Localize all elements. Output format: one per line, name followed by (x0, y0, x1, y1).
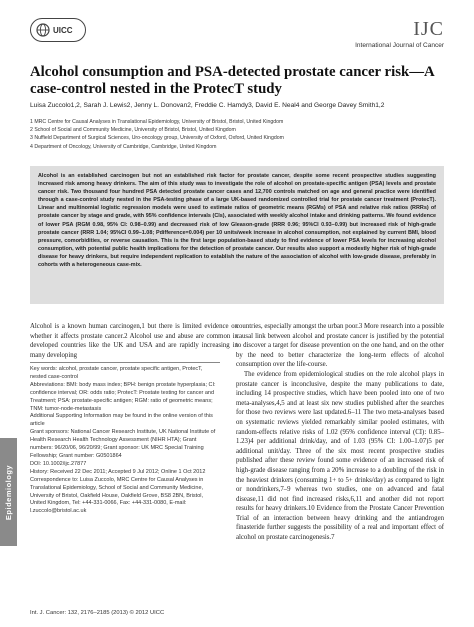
globe-icon (36, 23, 50, 37)
footnotes (30, 362, 220, 516)
journal-name: International Journal of Cancer (355, 42, 444, 49)
section-tab-label: Epidemiology (4, 464, 14, 520)
uicc-logo (30, 18, 86, 42)
affiliation: 1 MRC Centre for Causal Analyses in Translational Epidemiology, University of Bristol, Bristol, United Kingdom (30, 119, 284, 125)
history: History: Received 22 Dec 2011; Accepted 9 Jul 2012; Online 1 Oct 2012 (30, 468, 206, 475)
journal-abbreviation: IJC (413, 18, 444, 40)
affiliation: 2 School of Social and Community Medicine, University of Bristol, Bristol, United Kingdom (30, 127, 236, 134)
logo-text: UICC (53, 25, 73, 35)
section-tab-label-wrap (0, 438, 17, 546)
intro-paragraph: Alcohol is a known human carcinogen,1 but there is limited evidence on whether it affects prostate cancer.2 Alcohol use and abuse are common in developed countries like the UK and USA and are rapidly increasing in many developing (30, 323, 238, 359)
key-words: Key words: alcohol, prostate cancer, prostate specific antigen, ProtecT, nested case-control (30, 366, 203, 380)
right-column (236, 322, 444, 543)
article-title: Alcohol consumption and PSA-detected prostate cancer risk—A case-control nested in the ProtecT study (30, 64, 434, 97)
abbreviations: Abbreviations: BMI: body mass index; BPH: benign prostate hyperplasia; CI: confidence interval; OR: odds ratio; ProtecT: Prostate testing for cancer and Treatment; PSA: prostate-specific antigen; RGM: ratio of geometric means; TNM: tumor-node-metastasis (30, 381, 216, 412)
body-paragraph: countries, especially amongst the urban poor.3 More research into a possible causal link between alcohol and prostate cancer is justified by the potential to discover a target for disease prevention on the one hand, and on the other by the need to better characterize the long-term effects of alcohol consumption over the life-course. (236, 323, 445, 369)
author-list: Luisa Zuccolo1,2, Sarah J. Lewis2, Jenny L. Donovan2, Freddie C. Hamdy3, David E. Neal4 and George Davey Smith1,2 (30, 102, 385, 109)
additional-info: Additional Supporting Information may be found in the online version of this article (30, 413, 213, 428)
abstract-text: Alcohol is an established carcinogen but not an established risk factor for prostate cancer, despite some recent prospective studies suggesting increased risk among heavy drinkers. The aim of this study was to investigate the role of alcohol on prostate-specific antigen (PSA) levels and prostate cancer risk. Two thousand four hundred PSA detected prostate cancer cases and 12,700 controls matched on age and general practice were identified through a case-control study nested in the PSA-testing phase of a large UK-based randomized controlled trial for prostate cancer treatment (ProtecT). Linear and multinomial logistic regression models were used to estimate ratios of geometric means (RGMs) of PSA and relative risk ratios (RRRs) of prostate cancer by stage and grade, with 95% confidence intervals (CIs), associated with weekly alcohol intake and drinking patterns. We found evidence of lower PSA (RGM 0.98, 95% CI: 0.98–0.99) and decreased risk of low Gleason-grade (RRR 0.96; 95%CI 0.93–0.99) but increased risk of high-grade prostate cancer (RRR 1.04; 95%CI 0.99–1.08; Pdifference=0.004) per 10 units/week increase in alcohol consumption, not explained by current BMI, blood pressure, comorbidities, or reverse causation. This is the first large population-based study to find evidence of lower PSA levels for increasing alcohol consumption, with potential public health implications for the detection of prostate cancer. Our results also support a modestly higher risk of high-grade disease for heavy drinkers, but require independent replication to establish the nature of the association of alcohol with low-grade disease, preferably in cohorts with a heterogeneous case-mix. (38, 173, 436, 269)
affiliation: 3 Nuffield Department of Surgical Sciences, Uro-oncology group, University of Oxford, Oxford, United Kingdom (30, 135, 284, 142)
abstract-box (30, 166, 444, 304)
affiliations (30, 118, 460, 151)
correspondence: Correspondence to: Luisa Zuccolo, MRC Centre for Causal Analyses in Translational Epidemiology, School of Social and Community Medicine, University of Bristol, Oakfield House, Oakfield Grove, BS8 2BN, Bristol, United Kingdom, Tel: +44-331-0066, Fax: +44-331-0080, E-mail: l.zuccolo@bristol.ac.uk (30, 476, 204, 515)
grant-sponsors: Grant sponsors: National Cancer Research Institute, UK National Institute of Health Research Health Technology Assessment (NIHR HTA); Grant numbers: 96/20/06, 96/20/99; Grant sponsor: UK MRC Special Training Fellowship; Grant number: G0501864 (30, 429, 216, 459)
journal-header (0, 0, 474, 62)
doi: DOI: 10.1002/ijc.27877 (30, 460, 87, 467)
affiliation: 4 Department of Oncology, University of Cambridge, Cambridge, United Kingdom (30, 143, 217, 150)
body-paragraph: The evidence from epidemiological studies on the role alcohol plays in prostate cancer is inconclusive, despite the many publications to date, including 14 prospective studies, which have been pooled into one of two meta-analyses,4,5 and at least six new studies published after the searches for those two reviews were last updated.6–11 The two meta-analyses based on systematic reviews yielded remarkably similar pooled estimates, with random-effects relative risks of 1.02 (95% confidence interval (CI): 0.85–1.23)4 per additional drink/day, and of 1.03 (95% CI: 1.00–1.07)5 per additional unit/day. Three of the six most recent prospective studies published after these review found some evidence of an increased risk of high-grade disease ranging from a 20% increase to a doubling of the risk in the heaviest drinkers (consuming 1+ to 5+ drinks/day) as compared to light or nondrinkers,7–9 whereas two studies, one on advanced and fatal disease,11 did not find increased risks,6,11 and another did not report results for heavy drinkers.10 Evidence from the Prostate Cancer Prevention Trial of an interaction between heavy drinking and the antiandrogen finasteride further suggests the possibility of a real and important effect of alcohol on prostate carcinogenesis.7 (236, 370, 444, 542)
left-column (30, 322, 238, 360)
page-footer: Int. J. Cancer: 132, 2176–2185 (2013) © 2012 UICC (30, 610, 165, 616)
